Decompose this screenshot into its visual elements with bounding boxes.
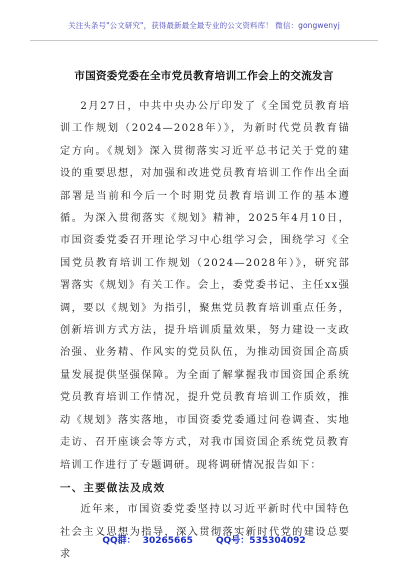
header-banner-text: 关注头条号"公文研究"，获得最新最全最专业的公文资料库！ 微信：gongwenyj	[68, 20, 340, 30]
section-heading: 一、主要做法及成效	[60, 481, 166, 494]
document-body	[60, 96, 350, 567]
document-title: 市国资委党委在全市党员教育培训工作会上的交流发言	[74, 70, 334, 82]
body-paragraph: 近年来，市国资委党委坚持以习近平新时代中国特色社会主义思想为指导，深入贯彻落实新时代党的建设总要求	[60, 504, 350, 561]
footer-qq-number: QQ号：535304092	[216, 536, 306, 546]
header-banner	[30, 10, 378, 41]
footer-qq-group: QQ群： 30265665	[102, 536, 193, 546]
footer-contact	[0, 533, 408, 546]
body-paragraph: 2月27日，中共中央办公厅印发了《全国党员教育培训工作规划（2024—2028年）》，为新时代党员教育锚定方向。《规划》深入贯彻落实习近平总书记关于党的建设的重要思想，对加强和改进党员教育培训工作作出全面部署是当前和今后一个时期党员教育培训工作的基本遵循。为深入贯彻落实《规划》精神，2025年4月10日，市国资委党委召开理论学习中心组学习会，围绕学习《全国党员教育培训工作规划（2024—2028年）》，研究部署落实《规划》有关工作。会上，委党委书记、主任xx强调，要以《规划》为指引，聚焦党员教育培训重点任务，创新培训方式方法，提升培训质量效果，努力建设一支政治强、业务精、作风实的党员队伍，为推动国资国企高质量发展提供坚强保障。为全面了解掌握我市国资国企系统党员教育培训工作情况，提升党员教育培训工作质效，推动《规划》落实落地，市国资委党委通过问卷调查、实地走访、召开座谈会等方式，对我市国资国企系统党员教育培训工作进行了专题调研。现将调研情况报告如下：	[60, 101, 350, 471]
